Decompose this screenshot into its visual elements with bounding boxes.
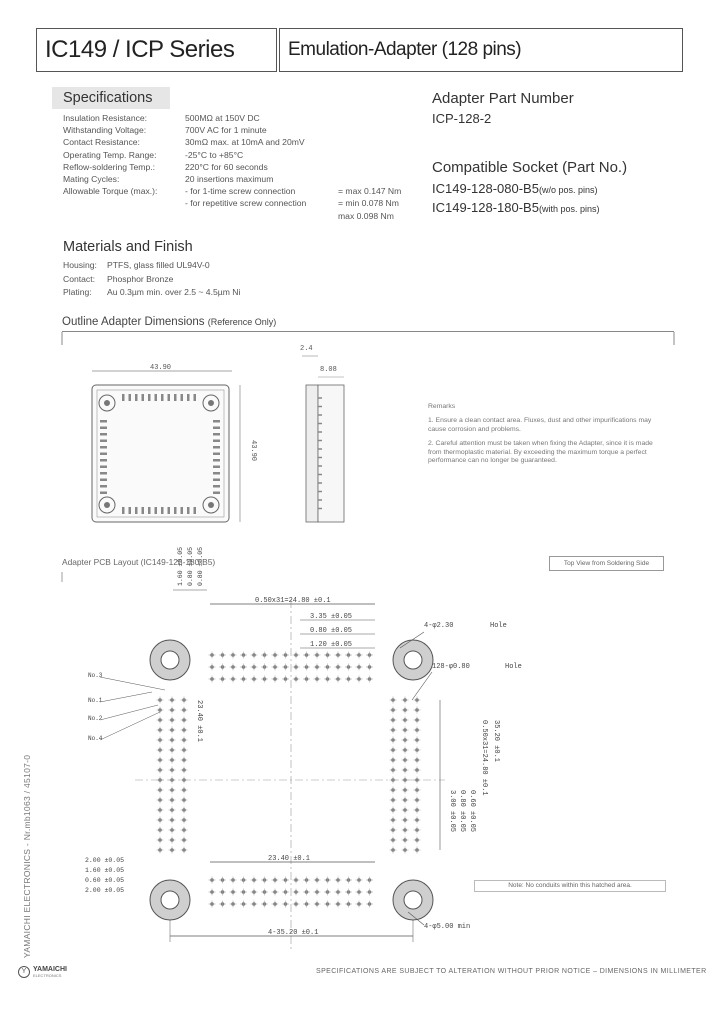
spec-label: Operating Temp. Range: [63, 149, 157, 160]
adapter-pad [213, 453, 220, 456]
material-value: Phosphor Bronze [107, 273, 174, 284]
adapter-pad [181, 507, 184, 514]
dim-bottom-inner-label: 23.40 ±0.1 [268, 855, 311, 863]
materials-title: Materials and Finish [63, 239, 193, 255]
adapter-pad [213, 433, 220, 436]
pin-no4-label: No.4 [88, 735, 103, 742]
hatched-note: Note: No conduits within this hatched area. [474, 880, 666, 892]
spec-value: -25°C to +85°C [185, 149, 244, 160]
adapter-part-title: Adapter Part Number [432, 90, 574, 107]
side-flange [306, 385, 318, 522]
adapter-pad [100, 472, 107, 475]
spec-value: 220°C for 60 seconds [185, 161, 268, 172]
spec-value: - for 1-time screw connection [185, 186, 296, 197]
adapter-pad [142, 394, 145, 401]
spec-extra: = max 0.147 Nm [338, 186, 402, 197]
logo-text: YAMAICHI [33, 966, 67, 973]
top-view-label: Top View from Soldering Side [549, 556, 664, 571]
socket-title: Compatible Socket (Part No.) [432, 159, 628, 176]
adapter-pad [100, 479, 107, 482]
spec-value: 700V AC for 1 minute [185, 125, 267, 136]
material-value: PTFS, glass filled UL94V-0 [107, 260, 210, 270]
material-label: Contact: [63, 273, 96, 284]
remarks-title: Remarks [428, 403, 456, 410]
pcb-pad-grid [157, 652, 421, 908]
pin-no1-label: No.1 [88, 697, 103, 704]
vertical-right2-label: 0.50x31=24.80 ±0.1 [480, 720, 488, 796]
screw-top-left-center [104, 400, 110, 406]
screw-bottom-left-center [104, 502, 110, 508]
adapter-pad [129, 507, 132, 514]
hole1-label: 4-φ2.30 [424, 622, 454, 630]
adapter-pad [168, 394, 171, 401]
product-title: Emulation-Adapter (128 pins) [288, 39, 522, 60]
left-b3-label: 0.60 ±0.05 [85, 877, 125, 884]
pin-no3-leader [100, 677, 165, 690]
adapter-pad [161, 394, 164, 401]
right-v2-label: 0.80 ±0.05 [458, 790, 466, 833]
adapter-pad [100, 420, 107, 423]
adapter-pad [129, 394, 132, 401]
side-doc-number: YAMAICHI ELECTRONICS - Nr.mb1063 / 45107-0 [22, 754, 32, 958]
adapter-pad [187, 507, 190, 514]
spec-extra: max 0.098 Nm [338, 210, 394, 221]
adapter-pad [174, 507, 177, 514]
remark-1: 1. Ensure a clean contact area. Fluxes, dust and other impurifications may cause corrosion and problems. [428, 417, 652, 433]
outline-subtitle: (Reference Only) [207, 317, 277, 327]
pin-no1-leader [100, 692, 152, 702]
adapter-pad [213, 459, 220, 462]
left-v3-label: 0.80 ±0.05 [197, 546, 204, 586]
adapter-pad [161, 507, 164, 514]
left-v1-label: 1.60 ±0.05 [177, 546, 184, 586]
company-logo [18, 966, 67, 978]
hole2-label: 128-φ0.80 [432, 663, 470, 671]
adapter-pad [213, 466, 220, 469]
adapter-top-view [92, 364, 257, 522]
spec-value: 20 insertions maximum [185, 174, 274, 185]
adapter-pad [142, 507, 145, 514]
hole2-suffix: Hole [505, 663, 522, 671]
adapter-pad [100, 459, 107, 462]
spec-value: - for repetitive screw connection [185, 198, 307, 209]
adapter-pad [155, 507, 158, 514]
dim-bottom-outer-label: 4-35.20 ±0.1 [268, 929, 319, 937]
pin-no3-label: No.3 [88, 672, 103, 679]
spec-label: Allowable Torque (max.): [63, 186, 158, 197]
adapter-pad [213, 446, 220, 449]
remarks [428, 403, 658, 465]
material-label: Housing: [63, 260, 97, 270]
pin-no2-leader [100, 705, 158, 720]
left-b1-label: 2.00 ±0.05 [85, 857, 125, 864]
logo-mark-icon: Y [18, 966, 30, 978]
dim-side-depth-label: 8.08 [320, 366, 337, 374]
dim-height-label: 43.90 [249, 440, 257, 462]
spec-label: Contact Resistance: [63, 137, 140, 148]
adapter-pad [100, 453, 107, 456]
adapter-pad [187, 394, 190, 401]
adapter-pad [135, 507, 138, 514]
socket-note-2: (with pos. pins) [538, 204, 600, 214]
adapter-pad [213, 472, 220, 475]
left-b2-label: 1.60 ±0.05 [85, 867, 125, 874]
mid-v-label: 23.40 ±0.1 [195, 700, 203, 743]
dim-pitch-row-label: 0.50x31=24.80 ±0.1 [255, 597, 331, 605]
hole3-label: 4-φ5.00 min [424, 923, 471, 931]
dim-width-label: 43.90 [150, 364, 172, 372]
adapter-pad [168, 507, 171, 514]
adapter-pad [100, 440, 107, 443]
pcb-title: Adapter PCB Layout (IC149-128-180-B5) [62, 557, 216, 567]
logo-sub: ELECTRONICS [33, 973, 62, 978]
adapter-pad [213, 440, 220, 443]
adapter-pad [135, 394, 138, 401]
logo-words [33, 966, 67, 978]
adapter-pad [174, 394, 177, 401]
dim-d3-label: 1.20 ±0.05 [310, 641, 353, 649]
pcb-layout [62, 547, 522, 950]
spec-label: Insulation Resistance: [63, 113, 148, 123]
socket-part-1: IC149-128-080-B5 [432, 181, 539, 196]
screw-top-right-center [208, 400, 214, 406]
material-value: Au 0.3µm min. over 2.5 ~ 4.5µm Ni [107, 287, 241, 297]
left-v2-label: 0.80 ±0.05 [187, 546, 194, 586]
corner-hole-bottom-left-center [161, 891, 179, 909]
footer-notice: SPECIFICATIONS ARE SUBJECT TO ALTERATION WITHOUT PRIOR NOTICE – DIMENSIONS IN MILLIMETER [316, 968, 707, 975]
corner-hole-top-left-center [161, 651, 179, 669]
pin-no2-label: No.2 [88, 715, 103, 722]
material-label: Plating: [63, 287, 92, 297]
adapter-pad [194, 394, 197, 401]
adapter-pad [213, 427, 220, 430]
adapter-pad [213, 479, 220, 482]
spec-label: Mating Cycles: [63, 174, 120, 185]
spec-value: 30mΩ max. at 10mA and 20mV [185, 137, 305, 148]
socket-note-1: (w/o pos. pins) [538, 185, 598, 195]
adapter-pad [122, 394, 125, 401]
adapter-part-number: ICP-128-2 [432, 111, 492, 126]
dim-d2-label: 0.80 ±0.05 [310, 627, 353, 635]
outline-title-text: Outline Adapter Dimensions [62, 316, 205, 328]
remark-2: 2. Careful attention must be taken when fixing the Adapter, since it is made from thermoplastic material. By exceeding the maximum torque a perfect performance can no longer be guaranteed. [428, 440, 653, 465]
adapter-pad [122, 507, 125, 514]
adapter-pad [155, 394, 158, 401]
adapter-pad [213, 485, 220, 488]
pin-no4-leader [100, 712, 160, 740]
adapter-body [92, 385, 229, 522]
right-v3-label: 3.00 ±0.05 [448, 790, 456, 833]
adapter-pad [213, 420, 220, 423]
adapter-pad [100, 433, 107, 436]
corner-hole-bottom-right-center [404, 891, 422, 909]
left-b4-label: 2.00 ±0.05 [85, 887, 125, 894]
screw-bottom-right-center [208, 502, 214, 508]
adapter-pad [100, 446, 107, 449]
spec-value: 500MΩ at 150V DC [185, 113, 260, 123]
spec-extra: = min 0.078 Nm [338, 198, 399, 209]
adapter-pad [100, 485, 107, 488]
dim-d1-label: 3.35 ±0.05 [310, 613, 353, 621]
adapter-pad [100, 466, 107, 469]
adapter-side-view [300, 345, 344, 522]
adapter-pad [148, 507, 151, 514]
adapter-pad [100, 427, 107, 430]
adapter-pad [148, 394, 151, 401]
spec-label: Withstanding Voltage: [63, 125, 147, 136]
adapter-pad [100, 492, 107, 495]
dim-side-top-label: 2.4 [300, 345, 313, 353]
series-title: IC149 / ICP Series [45, 36, 235, 63]
hole1-suffix: Hole [490, 622, 507, 630]
adapter-pad [181, 394, 184, 401]
right-v1-label: 0.60 ±0.05 [468, 790, 476, 833]
spec-title: Specifications [63, 90, 153, 106]
adapter-pad [213, 492, 220, 495]
corner-hole-top-right-center [404, 651, 422, 669]
vertical-right-label: 35.20 ±0.1 [492, 720, 500, 763]
spec-label: Reflow-soldering Temp.: [63, 161, 156, 172]
side-body [318, 385, 344, 522]
adapter-pad [194, 507, 197, 514]
socket-part-2: IC149-128-180-B5 [432, 200, 539, 215]
